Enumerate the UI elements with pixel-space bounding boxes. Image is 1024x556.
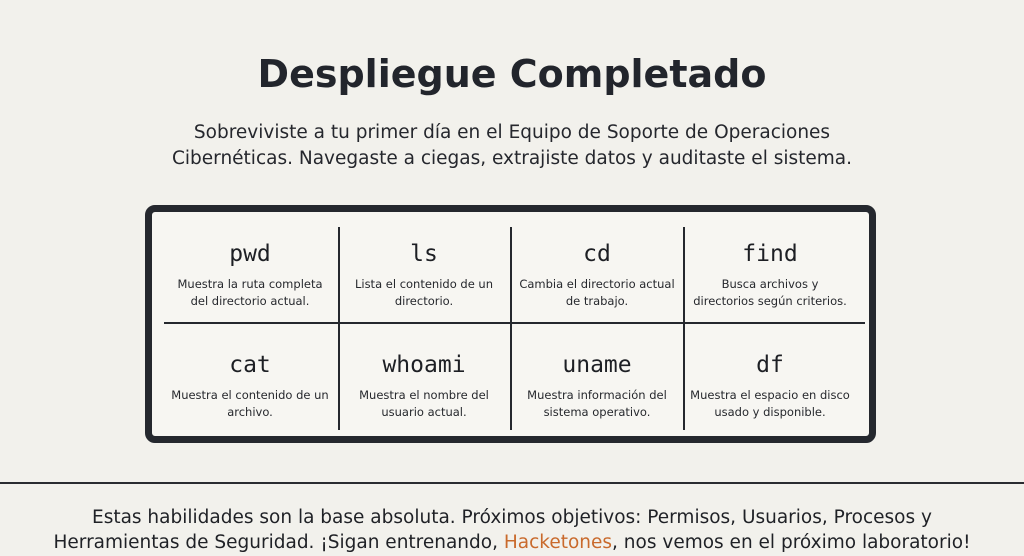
command-name: ls <box>410 241 438 267</box>
footer-line-1: Estas habilidades son la base absoluta. Próximos objetivos: Permisos, Usuarios, Procesos y <box>92 507 932 528</box>
footer-line-2 <box>0 530 1024 555</box>
intro-text <box>0 120 1024 172</box>
hacketones-highlight: Hacketones <box>503 532 613 553</box>
command-name: cat <box>229 352 271 378</box>
command-card-uname <box>511 351 683 421</box>
grid-divider-horizontal <box>164 322 865 324</box>
command-card-df <box>684 351 856 421</box>
command-card-whoami <box>338 351 510 421</box>
command-card-pwd <box>164 240 336 310</box>
commands-grid <box>145 205 876 443</box>
command-card-cat <box>164 351 336 421</box>
command-name: df <box>756 352 784 378</box>
intro-line-2: Cibernéticas. Navegaste a ciegas, extrajiste datos y auditaste el sistema. <box>171 148 853 169</box>
command-description: Muestra el nombre del usuario actual. <box>359 388 489 419</box>
command-name: whoami <box>382 352 466 378</box>
command-description: Muestra información del sistema operativo. <box>527 388 667 419</box>
footer-divider <box>0 482 1024 484</box>
command-name: pwd <box>229 241 271 267</box>
command-description: Muestra el contenido de un archivo. <box>171 388 329 419</box>
command-name: find <box>742 241 798 267</box>
command-card-ls <box>338 240 510 310</box>
command-description: Muestra el espacio en disco usado y disponible. <box>690 388 850 419</box>
command-description: Muestra la ruta completa del directorio actual. <box>177 277 323 308</box>
command-name: cd <box>583 241 611 267</box>
footer-line-2-start: Herramientas de Seguridad. ¡Sigan entrenando, <box>53 532 504 553</box>
intro-line-1: Sobreviviste a tu primer día en el Equipo de Soporte de Operaciones <box>193 122 831 143</box>
footer-text <box>0 505 1024 555</box>
footer-line-2-end: , nos vemos en el próximo laboratorio! <box>612 532 971 553</box>
command-name: uname <box>562 352 632 378</box>
command-card-find <box>684 240 856 310</box>
command-description: Cambia el directorio actual de trabajo. <box>519 277 675 308</box>
command-description: Lista el contenido de un directorio. <box>354 277 494 308</box>
command-description: Busca archivos y directorios según criterios. <box>693 277 847 308</box>
page-title: Despliegue Completado <box>257 52 767 96</box>
command-card-cd <box>511 240 683 310</box>
